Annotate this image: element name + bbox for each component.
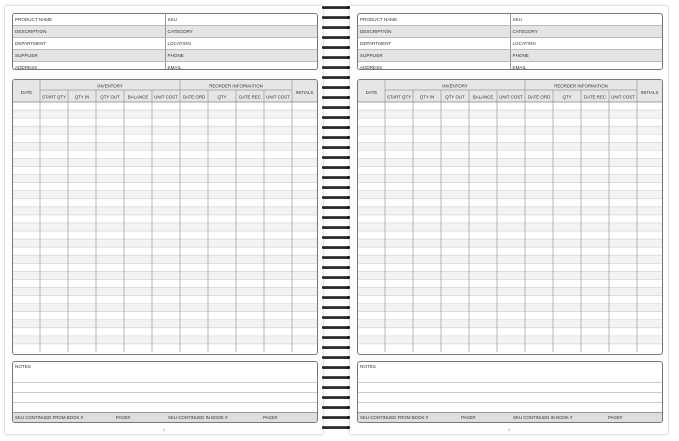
notes-line <box>358 392 662 393</box>
initials-header: INITIALS <box>295 90 314 95</box>
notes-line <box>358 382 662 383</box>
spiral-ring <box>323 56 349 60</box>
reorder-information-header: REORDER INFORMATION <box>554 83 608 89</box>
notes-line <box>13 382 317 383</box>
info-row <box>13 62 317 70</box>
info-field-label: EMAIL <box>165 62 318 70</box>
spiral-ring <box>323 346 349 350</box>
spiral-ring <box>323 66 349 70</box>
spiral-ring <box>323 96 349 100</box>
spiral-ring <box>323 106 349 110</box>
info-field-label: ADDRESS <box>15 65 38 70</box>
continuation-footer <box>358 412 662 422</box>
spiral-ring <box>323 416 349 420</box>
spiral-ring <box>323 196 349 200</box>
table-grid <box>13 80 317 352</box>
column-header: START QTY <box>386 94 412 100</box>
info-row <box>358 14 662 26</box>
page-number-label: PAGE# <box>263 415 278 420</box>
spiral-ring <box>323 226 349 230</box>
initials-header: INITIALS <box>640 90 659 95</box>
notes-line <box>13 402 317 403</box>
column-header: QTY IN <box>419 94 435 100</box>
info-row <box>13 26 317 38</box>
spiral-ring <box>323 6 349 10</box>
spiral-ring <box>323 326 349 330</box>
column-header: UNIT COST <box>611 94 635 100</box>
inventory-table <box>12 79 318 355</box>
info-row <box>358 50 662 62</box>
info-field-label: PRODUCT NAME <box>360 17 398 22</box>
spiral-ring <box>323 296 349 300</box>
info-row <box>358 62 662 70</box>
column-header: QTY <box>217 94 227 100</box>
column-header: DATE REC <box>584 94 606 100</box>
spiral-ring <box>323 156 349 160</box>
column-header: DATE ORD <box>182 94 206 100</box>
notes-label: NOTES <box>360 364 376 369</box>
info-field-label: PHONE <box>510 50 663 61</box>
product-info-box <box>12 13 318 70</box>
notes-line <box>13 392 317 393</box>
sku-continued-label: SKU CONTINUED FROM BOOK # <box>15 415 84 420</box>
spiral-ring <box>323 136 349 140</box>
page-number: 1 <box>507 427 511 432</box>
spiral-ring <box>323 46 349 50</box>
spiral-ring <box>323 16 349 20</box>
column-header: UNIT COST <box>499 94 523 100</box>
spiral-ring <box>323 286 349 290</box>
notes-line <box>358 402 662 403</box>
column-header: DATE REC <box>239 94 261 100</box>
info-row <box>358 26 662 38</box>
right-page <box>350 6 668 434</box>
continuation-footer <box>13 412 317 422</box>
spiral-ring <box>323 336 349 340</box>
sku-continued-label: SKU CONTINUED IN BOOK # <box>513 415 573 420</box>
spiral-ring <box>323 246 349 250</box>
spiral-ring <box>323 266 349 270</box>
spiral-ring <box>323 76 349 80</box>
spiral-ring <box>323 256 349 260</box>
column-header: QTY IN <box>74 94 90 100</box>
spiral-ring <box>323 146 349 150</box>
info-field-label: LOCATION <box>165 38 318 49</box>
info-field-label: DESCRIPTION <box>360 29 392 34</box>
spiral-ring <box>323 206 349 210</box>
spiral-ring <box>323 36 349 40</box>
spiral-binding <box>320 4 352 436</box>
spiral-ring <box>323 316 349 320</box>
inventory-header: INVENTORY <box>442 83 468 89</box>
column-header: DATE ORD <box>527 94 551 100</box>
column-header: UNIT COST <box>154 94 178 100</box>
spiral-ring <box>323 306 349 310</box>
spiral-ring <box>323 216 349 220</box>
spiral-ring <box>323 406 349 410</box>
notes-box <box>12 361 318 423</box>
spiral-ring <box>323 276 349 280</box>
info-row <box>13 14 317 26</box>
column-header: QTY <box>562 94 572 100</box>
column-header: BALANCE <box>127 94 149 100</box>
spiral-ring <box>323 366 349 370</box>
spiral-ring <box>323 126 349 130</box>
page-number-label: PAGE# <box>116 415 131 420</box>
sku-continued-label: SKU CONTINUED FROM BOOK # <box>360 415 429 420</box>
column-header: BALANCE <box>472 94 494 100</box>
inventory-table <box>357 79 663 355</box>
reorder-information-header: REORDER INFORMATION <box>209 83 263 89</box>
date-header: DATE <box>365 90 378 95</box>
table-grid <box>358 80 662 352</box>
info-field-label: DEPARTMENT <box>15 41 47 46</box>
left-page <box>5 6 323 434</box>
spiral-ring <box>323 396 349 400</box>
column-header: QTY OUT <box>445 94 465 100</box>
page-number: 1 <box>162 427 166 432</box>
info-field-label: ADDRESS <box>360 65 383 70</box>
spiral-ring <box>323 86 349 90</box>
info-field-label: EMAIL <box>510 62 663 70</box>
spiral-ring <box>323 116 349 120</box>
notes-box <box>357 361 663 423</box>
column-header: UNIT COST <box>266 94 290 100</box>
date-header: DATE <box>20 90 33 95</box>
info-field-label: SUPPLIER <box>360 53 383 58</box>
page-number-label: PAGE# <box>461 415 476 420</box>
spiral-ring <box>323 376 349 380</box>
info-field-label: PRODUCT NAME <box>15 17 53 22</box>
info-field-label: SKU <box>510 14 663 25</box>
column-header: QTY OUT <box>100 94 120 100</box>
product-info-box <box>357 13 663 70</box>
spiral-ring <box>323 356 349 360</box>
spiral-ring <box>323 176 349 180</box>
info-field-label: PHONE <box>165 50 318 61</box>
info-field-label: CATEGORY <box>510 26 663 37</box>
page-number-label: PAGE# <box>608 415 623 420</box>
spiral-ring <box>323 186 349 190</box>
spiral-ring <box>323 166 349 170</box>
inventory-header: INVENTORY <box>97 83 123 89</box>
column-header: START QTY <box>41 94 67 100</box>
sku-continued-label: SKU CONTINUED IN BOOK # <box>168 415 228 420</box>
info-field-label: DEPARTMENT <box>360 41 392 46</box>
info-field-label: DESCRIPTION <box>15 29 47 34</box>
spiral-ring <box>323 386 349 390</box>
info-row <box>358 38 662 50</box>
spiral-ring <box>323 236 349 240</box>
info-field-label: CATEGORY <box>165 26 318 37</box>
info-row <box>13 38 317 50</box>
spiral-ring <box>323 426 349 430</box>
info-field-label: LOCATION <box>510 38 663 49</box>
info-field-label: SUPPLIER <box>15 53 38 58</box>
info-row <box>13 50 317 62</box>
spiral-ring <box>323 26 349 30</box>
info-field-label: SKU <box>165 14 318 25</box>
notes-label: NOTES <box>15 364 31 369</box>
